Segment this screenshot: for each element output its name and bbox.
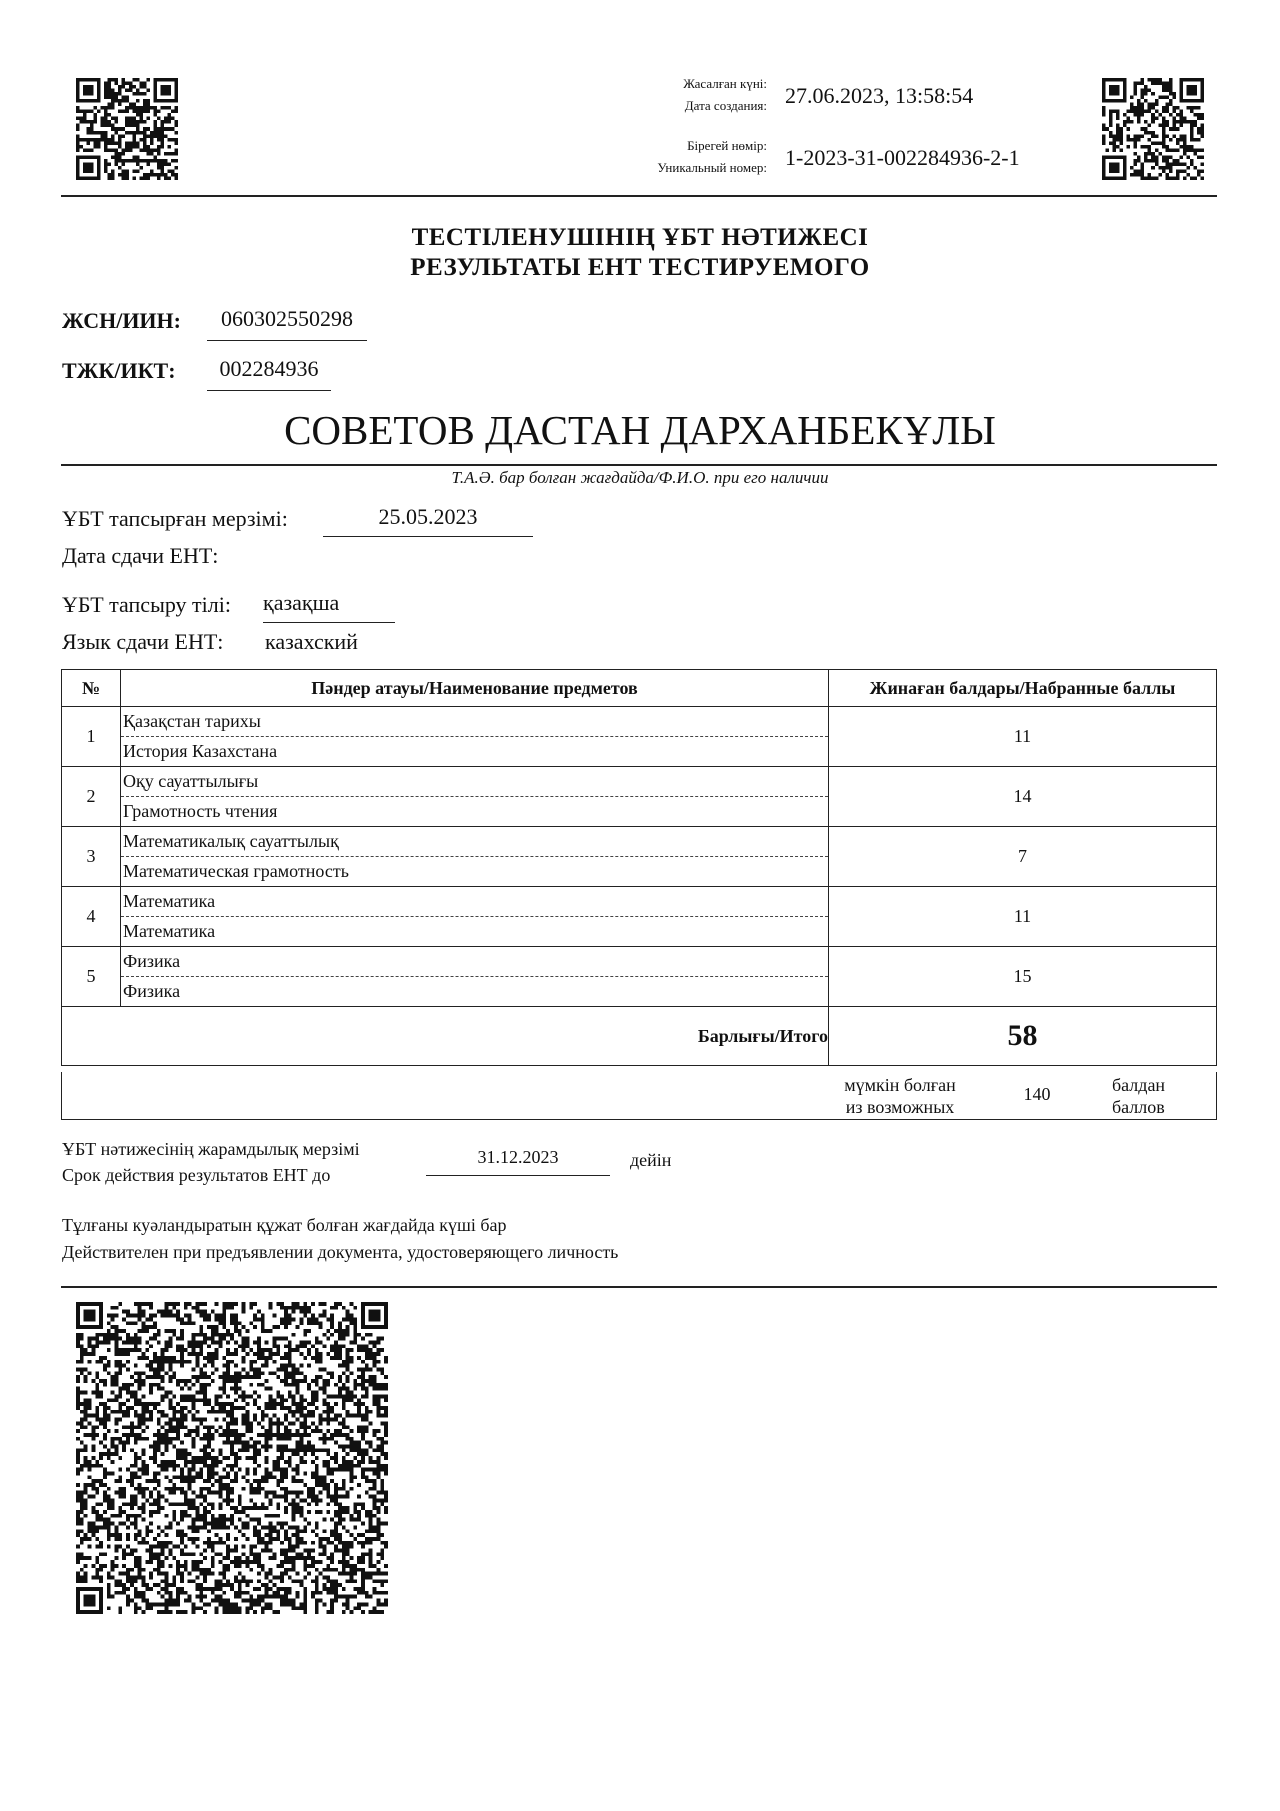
total-row bbox=[62, 1007, 1217, 1066]
possible-value: 140 bbox=[1023, 1084, 1051, 1104]
row-points: 7 bbox=[829, 827, 1217, 887]
results-table bbox=[61, 669, 1217, 1066]
exam-date-label-kz: ҰБТ тапсырған мерзімі: bbox=[62, 506, 288, 531]
exam-date-label-ru: Дата сдачи ЕНТ: bbox=[62, 543, 219, 568]
subject-ru: Математика bbox=[123, 921, 216, 941]
validity-suffix: дейін bbox=[630, 1150, 672, 1170]
name-caption: Т.А.Ә. бар болған жағдайда/Ф.И.О. при его наличии bbox=[451, 468, 829, 487]
created-label-kz: Жасалған күні: bbox=[683, 76, 767, 91]
subject-ru: Математическая грамотность bbox=[123, 861, 349, 881]
subject-kz: Физика bbox=[121, 947, 828, 977]
table-row bbox=[62, 767, 1217, 827]
possible-label-ru: из возможных bbox=[845, 1097, 955, 1117]
subject-kz: Математика bbox=[121, 887, 828, 917]
exam-lang-value-kz: қазақша bbox=[263, 590, 395, 623]
table-row bbox=[62, 887, 1217, 947]
name-underline bbox=[61, 464, 1217, 466]
notice-ru: Действителен при предъявлении документа, удостоверяющего личность bbox=[62, 1242, 619, 1262]
created-value: 27.06.2023, 13:58:54 bbox=[785, 83, 974, 108]
total-label: Барлығы/Итого bbox=[62, 1007, 829, 1066]
subject-kz: Математикалық сауаттылық bbox=[121, 827, 828, 857]
row-no: 3 bbox=[62, 827, 121, 887]
table-header-row bbox=[62, 670, 1217, 707]
row-points: 11 bbox=[829, 707, 1217, 767]
table-row bbox=[62, 827, 1217, 887]
exam-lang-label-ru: Язык сдачи ЕНТ: bbox=[62, 629, 224, 654]
total-value: 58 bbox=[829, 1007, 1217, 1066]
col-header-points: Жинаған балдары/Набранные баллы bbox=[829, 670, 1217, 707]
subject-ru: Грамотность чтения bbox=[123, 801, 278, 821]
unique-label-kz: Бірегей нөмір: bbox=[687, 138, 767, 153]
row-no: 5 bbox=[62, 947, 121, 1007]
subject-ru: История Казахстана bbox=[123, 741, 278, 761]
title-kz: ТЕСТІЛЕНУШІНІҢ ҰБТ НӘТИЖЕСІ bbox=[411, 224, 869, 251]
validity-label-kz: ҰБТ нәтижесінің жарамдылық мерзімі bbox=[62, 1139, 360, 1159]
col-header-no: № bbox=[62, 670, 121, 707]
subject-kz: Оқу сауаттылығы bbox=[121, 767, 828, 797]
row-points: 15 bbox=[829, 947, 1217, 1007]
subject-ru: Физика bbox=[123, 981, 181, 1001]
validity-value: 31.12.2023 bbox=[426, 1147, 610, 1176]
table-row bbox=[62, 947, 1217, 1007]
row-no: 1 bbox=[62, 707, 121, 767]
unique-value: 1-2023-31-002284936-2-1 bbox=[785, 145, 1020, 170]
col-header-subject: Пәндер атауы/Наименование предметов bbox=[121, 670, 829, 707]
table-row bbox=[62, 707, 1217, 767]
points-label-kz: балдан bbox=[1112, 1075, 1166, 1095]
ikt-label: ТЖК/ИКТ: bbox=[62, 358, 176, 383]
footer-divider bbox=[61, 1286, 1217, 1288]
exam-lang-label-kz: ҰБТ тапсыру тілі: bbox=[62, 592, 231, 617]
qr-code-top-right-icon bbox=[1102, 78, 1204, 180]
qr-code-bottom-icon bbox=[76, 1302, 388, 1614]
header-divider bbox=[61, 195, 1217, 197]
row-points: 11 bbox=[829, 887, 1217, 947]
iin-label: ЖСН/ИИН: bbox=[62, 308, 181, 333]
unique-label-ru: Уникальный номер: bbox=[657, 160, 767, 175]
exam-date-value: 25.05.2023 bbox=[323, 504, 533, 537]
possible-points-row bbox=[61, 1072, 1217, 1120]
exam-lang-value-ru: казахский bbox=[265, 629, 358, 654]
title-ru: РЕЗУЛЬТАТЫ ЕНТ ТЕСТИРУЕМОГО bbox=[410, 254, 870, 281]
row-no: 4 bbox=[62, 887, 121, 947]
created-label-ru: Дата создания: bbox=[684, 98, 767, 113]
qr-code-top-left-icon bbox=[76, 78, 178, 180]
validity-label-ru: Срок действия результатов ЕНТ до bbox=[62, 1165, 331, 1185]
iin-value: 060302550298 bbox=[207, 306, 367, 341]
possible-label-kz: мүмкін болған bbox=[844, 1075, 956, 1095]
points-label-ru: баллов bbox=[1112, 1097, 1165, 1117]
row-no: 2 bbox=[62, 767, 121, 827]
notice-kz: Тұлғаны куәландыратын құжат болған жағдайда күші бар bbox=[62, 1215, 507, 1235]
row-points: 14 bbox=[829, 767, 1217, 827]
ikt-value: 002284936 bbox=[207, 356, 331, 391]
full-name: СОВЕТОВ ДАСТАН ДАРХАНБЕКҰЛЫ bbox=[284, 407, 996, 453]
subject-kz: Қазақстан тарихы bbox=[121, 707, 828, 737]
